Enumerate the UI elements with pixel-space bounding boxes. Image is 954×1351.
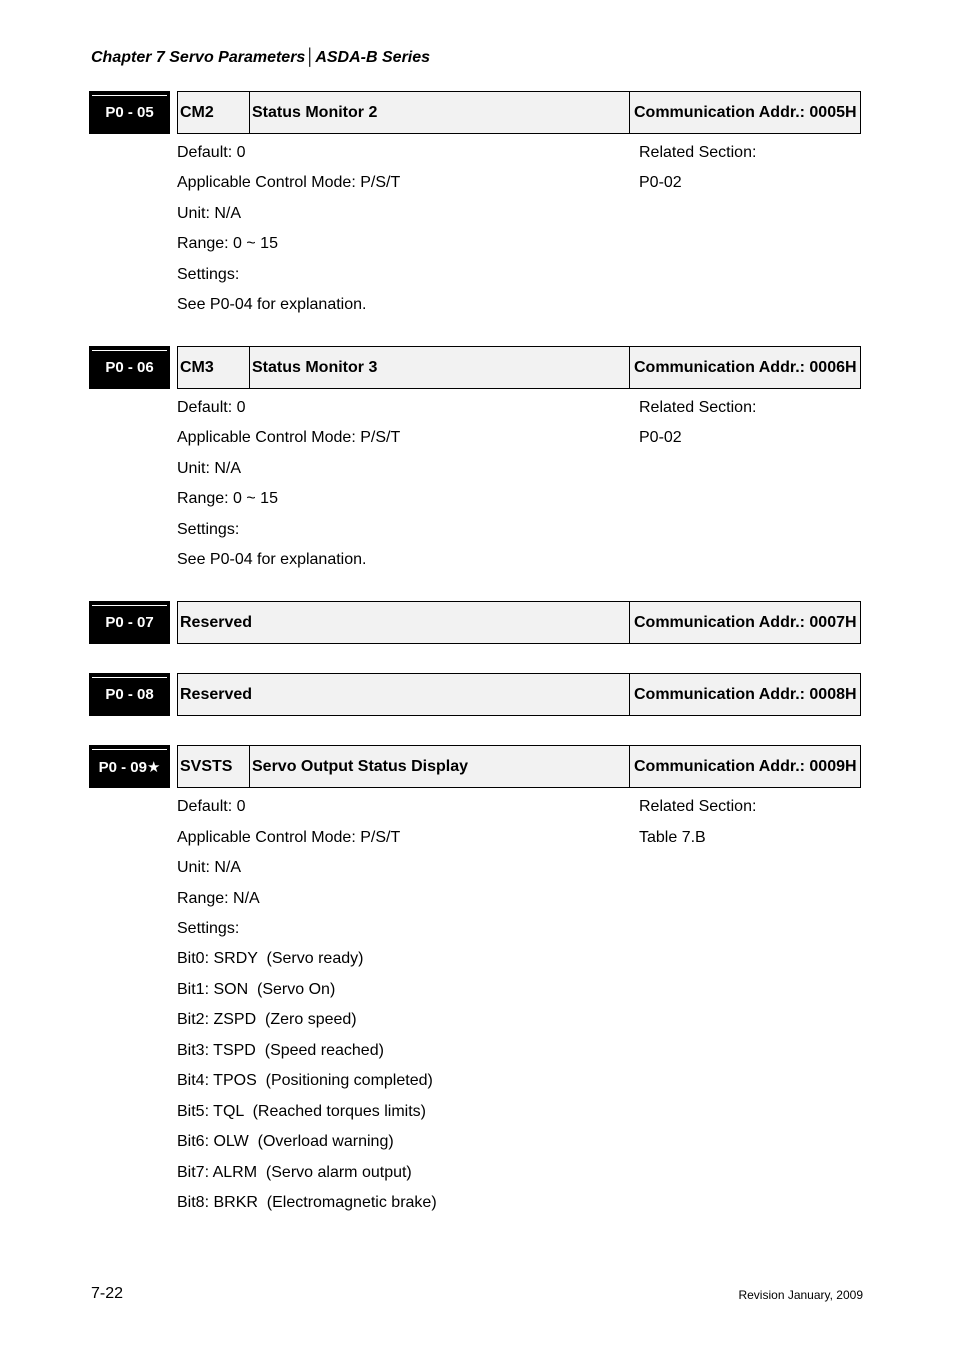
param-abbr: SVSTS: [178, 746, 250, 787]
bit-line: Bit5: TQL (Reached torques limits): [177, 1103, 426, 1120]
param-name: Reserved: [178, 674, 630, 715]
param-addr: Communication Addr.: 0008H: [634, 685, 857, 703]
param-addr: Communication Addr.: 0007H: [634, 613, 857, 631]
param-range: Range: 0 ~ 15: [177, 490, 278, 507]
param-code: P0 - 05: [89, 91, 170, 134]
param-unit: Unit: N/A: [177, 205, 242, 222]
param-note: See P0-04 for explanation.: [177, 551, 367, 568]
param-settings: Settings:: [177, 521, 240, 538]
param-code: P0 - 07: [89, 601, 170, 644]
related-label: Related Section:: [639, 144, 757, 161]
bit-line: Bit6: OLW (Overload warning): [177, 1133, 394, 1150]
bit-line: Bit2: ZSPD (Zero speed): [177, 1011, 357, 1028]
param-mode: Applicable Control Mode: P/S/T: [177, 174, 401, 191]
related-label: Related Section:: [639, 798, 757, 815]
related-value: Table 7.B: [639, 829, 706, 846]
param-note: See P0-04 for explanation.: [177, 296, 367, 313]
param-name: Reserved: [178, 602, 630, 643]
param-settings: Settings:: [177, 920, 240, 937]
param-name: Servo Output Status Display: [250, 746, 630, 787]
param-header-table: [177, 91, 861, 134]
bit-line: Bit8: BRKR (Electromagnetic brake): [177, 1194, 437, 1211]
param-code: P0 - 08: [89, 673, 170, 716]
param-abbr: CM3: [178, 347, 250, 388]
param-name: Status Monitor 2: [250, 92, 630, 133]
param-addr: Communication Addr.: 0005H: [634, 103, 857, 121]
param-header-p0-05: [0, 91, 954, 134]
related-label: Related Section:: [639, 399, 757, 416]
param-addr: Communication Addr.: 0009H: [634, 757, 857, 775]
revision-note: Revision January, 2009: [738, 1288, 863, 1302]
bit-line: Bit0: SRDY (Servo ready): [177, 950, 364, 967]
param-settings: Settings:: [177, 266, 240, 283]
param-header-table: [177, 673, 861, 716]
bit-line: Bit1: SON (Servo On): [177, 981, 336, 998]
param-unit: Unit: N/A: [177, 460, 242, 477]
param-code: P0 - 06: [89, 346, 170, 389]
param-unit: Unit: N/A: [177, 859, 242, 876]
bit-line: Bit4: TPOS (Positioning completed): [177, 1072, 433, 1089]
param-default: Default: 0: [177, 798, 246, 815]
param-default: Default: 0: [177, 144, 246, 161]
param-name: Status Monitor 3: [250, 347, 630, 388]
param-default: Default: 0: [177, 399, 246, 416]
related-value: P0-02: [639, 429, 682, 446]
param-header-table: [177, 745, 861, 788]
page-number: 7-22: [91, 1285, 124, 1302]
bit-line: Bit7: ALRM (Servo alarm output): [177, 1164, 412, 1181]
related-value: P0-02: [639, 174, 682, 191]
param-mode: Applicable Control Mode: P/S/T: [177, 829, 401, 846]
param-header-p0-09: [0, 745, 954, 788]
param-header-p0-07: [0, 601, 954, 644]
param-range: Range: N/A: [177, 890, 260, 907]
param-header-table: [177, 346, 861, 389]
param-addr: Communication Addr.: 0006H: [634, 358, 857, 376]
chapter-title: Chapter 7 Servo Parameters│ASDA-B Series: [91, 49, 431, 66]
bit-line: Bit3: TSPD (Speed reached): [177, 1042, 384, 1059]
param-range: Range: 0 ~ 15: [177, 235, 278, 252]
param-mode: Applicable Control Mode: P/S/T: [177, 429, 401, 446]
param-header-p0-06: [0, 346, 954, 389]
param-header-p0-08: [0, 673, 954, 716]
param-abbr: CM2: [178, 92, 250, 133]
param-header-table: [177, 601, 861, 644]
param-code: P0 - 09★: [89, 745, 170, 788]
